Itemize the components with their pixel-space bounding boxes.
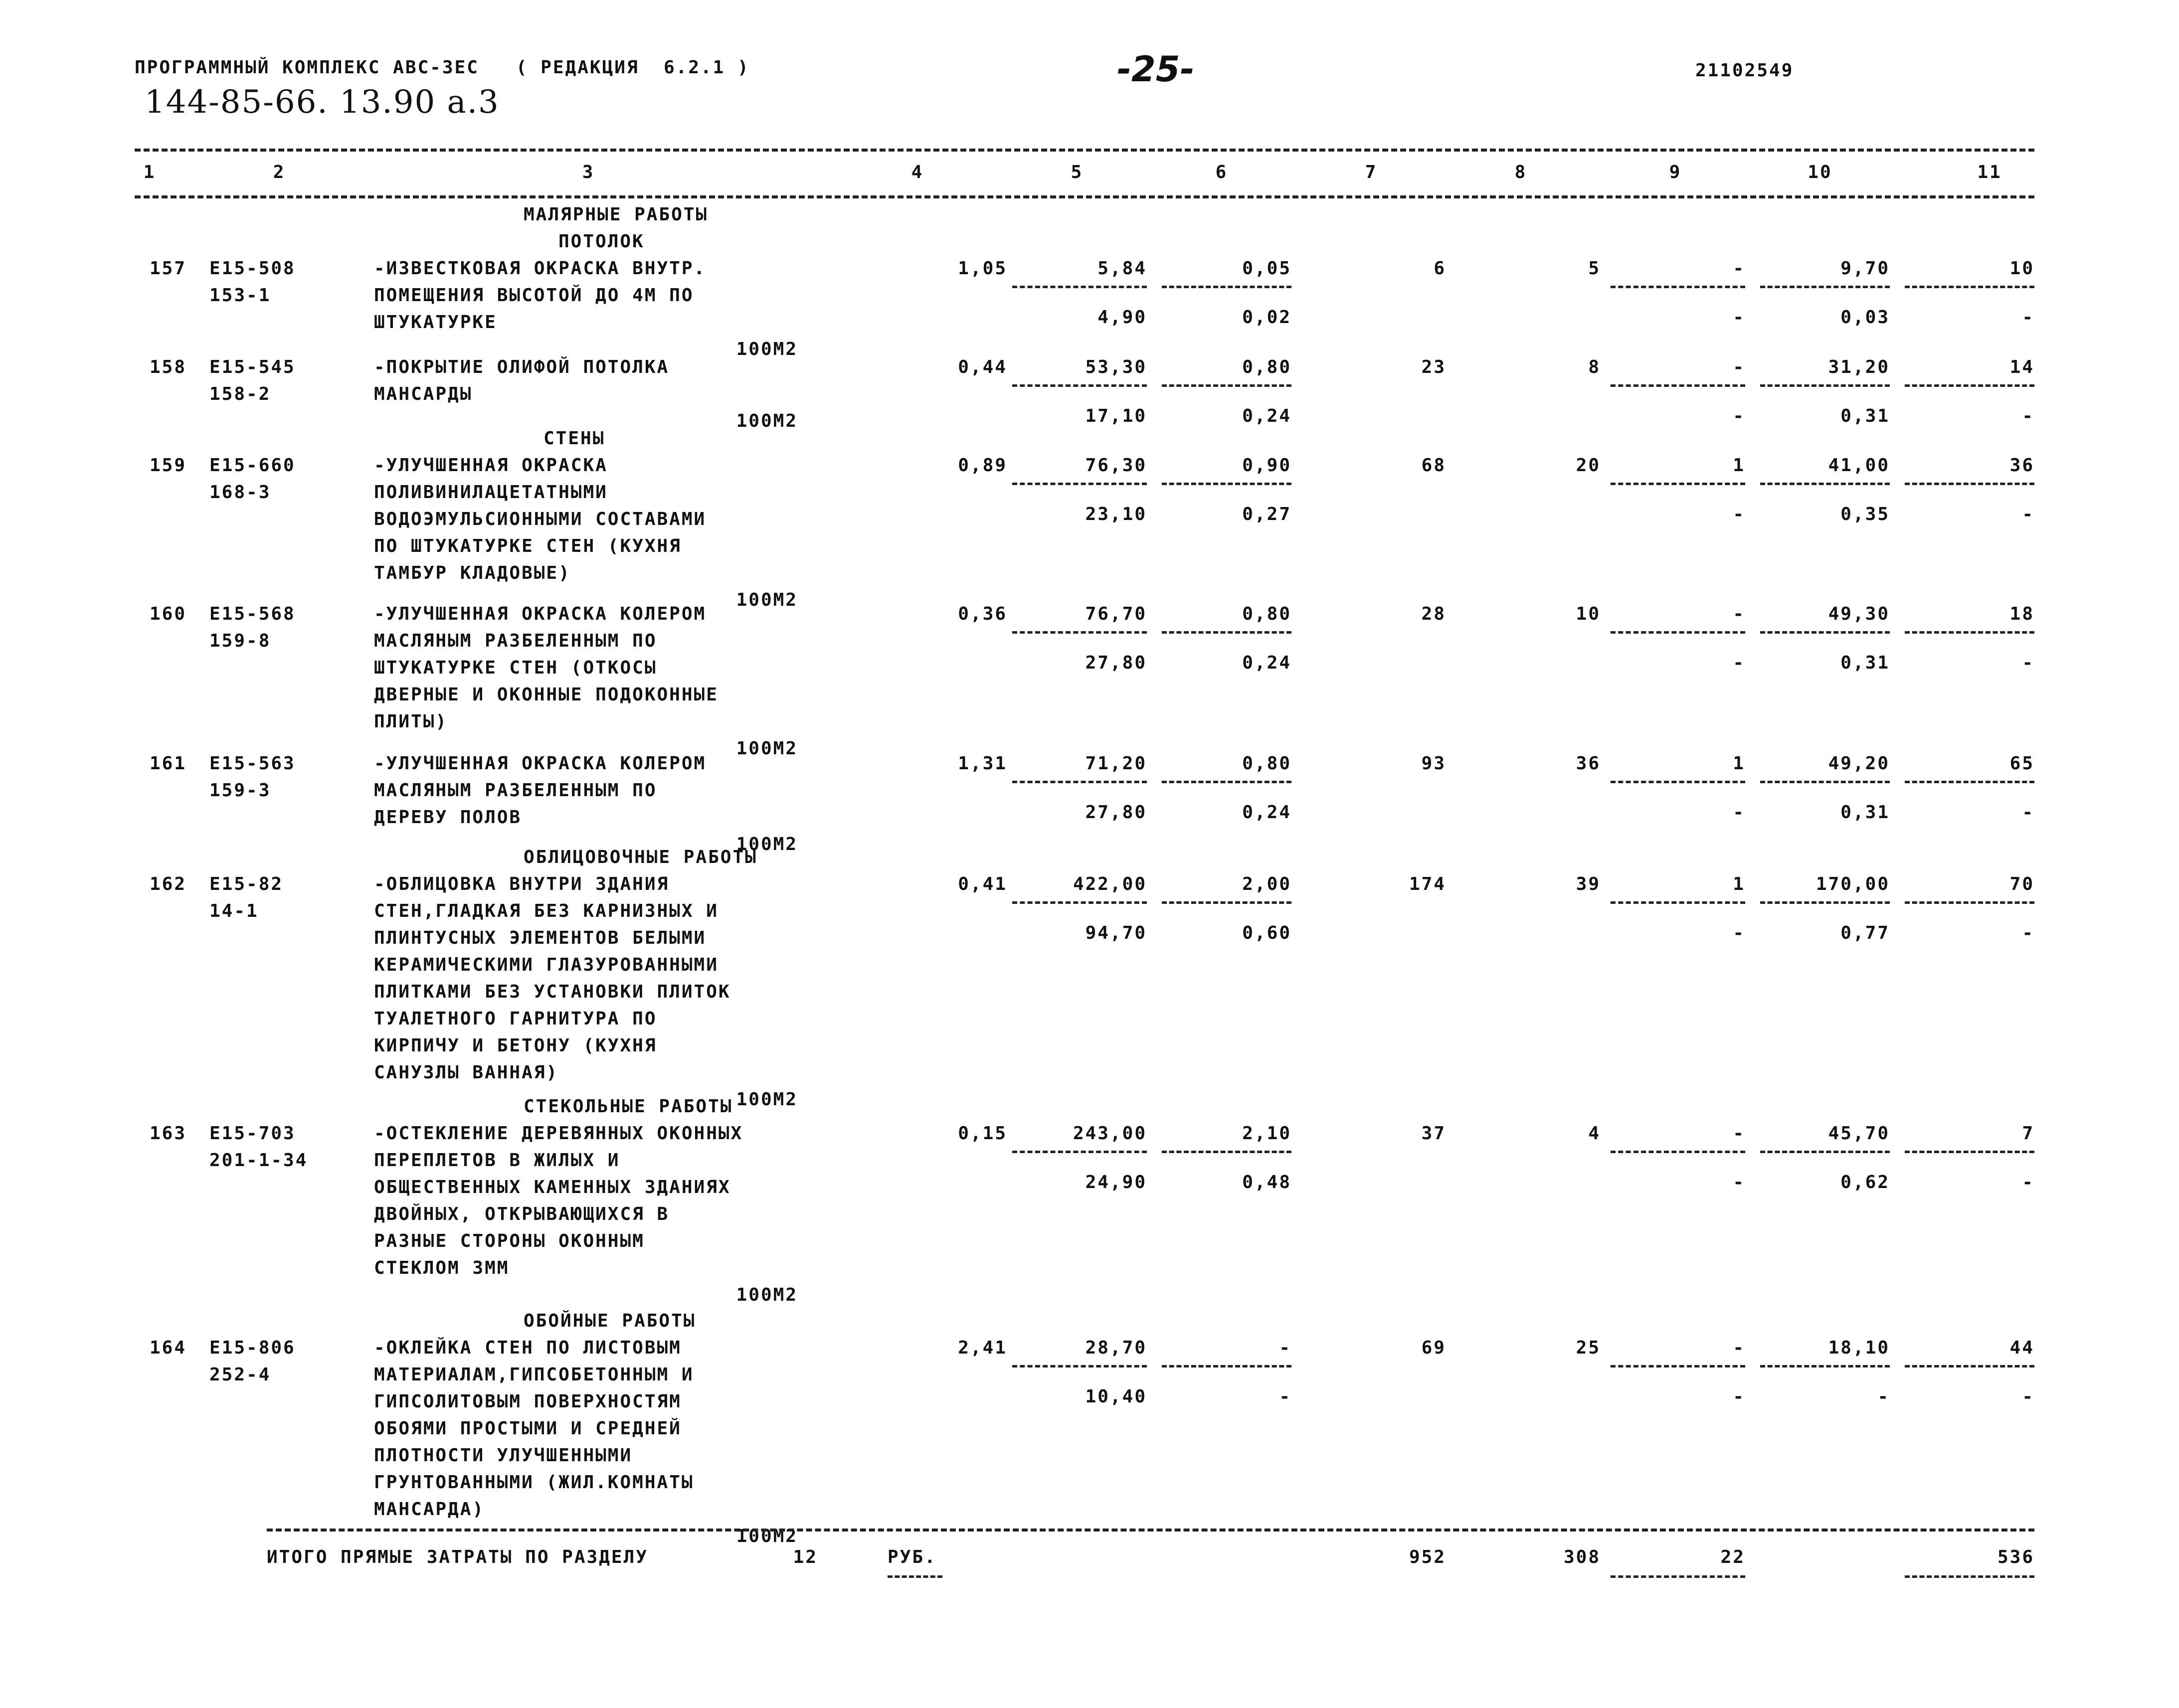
col11-separator-rule (1905, 781, 2034, 783)
row-col9-value: 1 (1733, 874, 1745, 894)
row-unit: 100М2 (736, 411, 798, 431)
row-number: 161 (150, 753, 187, 774)
row-col10-sub-value: 0,03 (1840, 307, 1890, 328)
row-col11-sub-value: - (2022, 653, 2034, 673)
column-header-6: 6 (1215, 162, 1228, 182)
document-code: 21102549 (1695, 60, 1794, 81)
total-col7-value: 952 (1409, 1547, 1446, 1567)
row-col10-value: 41,00 (1828, 455, 1890, 476)
row-number: 163 (150, 1123, 187, 1144)
row-col7-value: 174 (1409, 874, 1446, 894)
row-col6-value: 2,10 (1242, 1123, 1291, 1144)
row-col9-sub-value: - (1733, 1386, 1745, 1407)
row-description-line: ШТУКАТУРКЕ СТЕН (ОТКОСЫ (374, 658, 657, 678)
row-description-line: ПОМЕЩЕНИЯ ВЫСОТОЙ ДО 4М ПО (374, 285, 694, 306)
col9-separator-rule (1611, 483, 1745, 485)
row-col10-sub-value: 0,35 (1840, 504, 1890, 524)
row-col6-sub-value: - (1279, 1386, 1291, 1407)
column-header-2: 2 (273, 162, 286, 182)
column-header-5: 5 (1071, 162, 1084, 182)
col10-separator-rule (1760, 1365, 1890, 1367)
row-col10-sub-value: 0,31 (1840, 653, 1890, 673)
row-col7-value: 93 (1421, 753, 1446, 774)
row-description-line: ПЕРЕПЛЕТОВ В ЖИЛЫХ И (374, 1150, 620, 1171)
row-col6-sub-value: 0,60 (1242, 923, 1291, 943)
row-number: 160 (150, 604, 187, 624)
column-header-3: 3 (582, 162, 595, 182)
row-code: Е15-508 (209, 258, 296, 279)
row-col6-value: 0,80 (1242, 357, 1291, 377)
row-subcode: 158-2 (209, 384, 271, 404)
row-col8-value: 10 (1576, 604, 1601, 624)
row-col11-sub-value: - (2022, 923, 2034, 943)
row-col7-value: 37 (1421, 1123, 1446, 1144)
row-code: Е15-568 (209, 604, 296, 624)
row-unit: 100М2 (736, 590, 798, 610)
row-col8-value: 25 (1576, 1338, 1601, 1358)
col9-separator-rule (1611, 901, 1745, 904)
row-col9-sub-value: - (1733, 1172, 1745, 1193)
row-col4-value: 1,05 (958, 258, 1007, 279)
row-col9-sub-value: - (1733, 504, 1745, 524)
row-subcode: 159-3 (209, 780, 271, 801)
col10-separator-rule (1760, 1151, 1890, 1153)
col6-separator-rule (1162, 384, 1291, 387)
row-description-line: КИРПИЧУ И БЕТОНУ (КУХНЯ (374, 1035, 657, 1056)
row-col9-value: - (1733, 258, 1745, 279)
row-col6-value: 0,05 (1242, 258, 1291, 279)
col10-separator-rule (1760, 781, 1890, 783)
col9-separator-rule (1611, 384, 1745, 387)
handwritten-reference: 144-85-66. 13.90 а.3 (145, 84, 500, 121)
row-col5-value: 76,70 (1085, 604, 1147, 624)
row-col4-value: 1,31 (958, 753, 1007, 774)
row-subcode: 153-1 (209, 285, 271, 306)
row-col6-sub-value: 0,24 (1242, 802, 1291, 823)
row-col6-value: 0,80 (1242, 604, 1291, 624)
col6-separator-rule (1162, 901, 1291, 904)
row-col5-value: 5,84 (1097, 258, 1147, 279)
col11-separator-rule (1905, 631, 2034, 634)
row-col11-value: 36 (2009, 455, 2034, 476)
row-col4-value: 0,15 (958, 1123, 1007, 1144)
row-unit: 100М2 (736, 339, 798, 359)
section-heading-glazing: СТЕКОЛЬНЫЕ РАБОТЫ (524, 1096, 733, 1117)
row-col7-value: 68 (1421, 455, 1446, 476)
row-code: Е15-545 (209, 357, 296, 377)
row-col6-sub-value: 0,02 (1242, 307, 1291, 328)
row-col10-value: 49,20 (1828, 753, 1890, 774)
row-col4-value: 0,44 (958, 357, 1007, 377)
column-header-9: 9 (1669, 162, 1682, 182)
row-code: Е15-660 (209, 455, 296, 476)
row-col8-value: 39 (1576, 874, 1601, 894)
row-code: Е15-806 (209, 1338, 296, 1358)
row-col6-sub-value: 0,48 (1242, 1172, 1291, 1193)
row-description-line: МАНСАРДЫ (374, 384, 473, 404)
header-top-rule (135, 149, 2034, 152)
total-col9-value: 22 (1720, 1547, 1745, 1567)
row-col10-value: 9,70 (1840, 258, 1890, 279)
row-description-line: МАСЛЯНЫМ РАЗБЕЛЕННЫМ ПО (374, 631, 657, 651)
row-description-line: ОБЩЕСТВЕННЫХ КАМЕННЫХ ЗДАНИЯХ (374, 1177, 731, 1197)
row-col10-sub-value: 0,77 (1840, 923, 1890, 943)
row-description-line: ГРУНТОВАННЫМИ (ЖИЛ.КОМНАТЫ (374, 1472, 694, 1493)
total-col11-value: 536 (1997, 1547, 2034, 1567)
col6-separator-rule (1162, 286, 1291, 288)
row-col9-value: 1 (1733, 455, 1745, 476)
col6-separator-rule (1162, 483, 1291, 485)
row-unit: 100М2 (736, 1526, 798, 1546)
col5-separator-rule (1012, 384, 1147, 387)
row-col11-sub-value: - (2022, 802, 2034, 823)
section-heading-ceiling: ПОТОЛОК (558, 231, 645, 252)
row-col9-sub-value: - (1733, 923, 1745, 943)
row-subcode: 201-1-34 (209, 1150, 308, 1171)
col6-separator-rule (1162, 781, 1291, 783)
row-col5-value: 53,30 (1085, 357, 1147, 377)
row-col6-sub-value: 0,24 (1242, 406, 1291, 426)
row-description-line: САНУЗЛЫ ВАННАЯ) (374, 1062, 559, 1083)
row-col4-value: 0,36 (958, 604, 1007, 624)
row-number: 157 (150, 258, 187, 279)
row-number: 159 (150, 455, 187, 476)
row-description-line: -УЛУЧШЕННАЯ ОКРАСКА (374, 455, 608, 476)
row-description-line: ВОДОЭМУЛЬСИОННЫМИ СОСТАВАМИ (374, 509, 707, 529)
col11-separator-rule (1905, 1365, 2034, 1367)
section-heading-wallpaper: ОБОЙНЫЕ РАБОТЫ (524, 1311, 696, 1331)
col10-separator-rule (1760, 384, 1890, 387)
row-code: Е15-82 (209, 874, 284, 894)
row-description-line: ДВЕРНЫЕ И ОКОННЫЕ ПОДОКОННЫЕ (374, 684, 719, 705)
row-description-line: ТАМБУР КЛАДОВЫЕ) (374, 563, 571, 583)
row-col5-value: 28,70 (1085, 1338, 1147, 1358)
row-number: 162 (150, 874, 187, 894)
row-col10-sub-value: - (1877, 1386, 1890, 1407)
row-col10-value: 45,70 (1828, 1123, 1890, 1144)
total-label: ИТОГО ПРЯМЫЕ ЗАТРАТЫ ПО РАЗДЕЛУ (267, 1547, 648, 1567)
col9-separator-rule (1611, 286, 1745, 288)
column-header-4: 4 (911, 162, 924, 182)
row-description-line: -ОСТЕКЛЕНИЕ ДЕРЕВЯННЫХ ОКОННЫХ (374, 1123, 743, 1144)
row-col6-value: 0,90 (1242, 455, 1291, 476)
row-col9-sub-value: - (1733, 653, 1745, 673)
column-header-8: 8 (1514, 162, 1527, 182)
col5-separator-rule (1012, 286, 1147, 288)
row-description-line: СТЕН,ГЛАДКАЯ БЕЗ КАРНИЗНЫХ И (374, 901, 719, 921)
col5-separator-rule (1012, 483, 1147, 485)
row-description-line: -ПОКРЫТИЕ ОЛИФОЙ ПОТОЛКА (374, 357, 670, 377)
row-col5-value: 71,20 (1085, 753, 1147, 774)
row-col6-value: - (1279, 1338, 1291, 1358)
row-description-line: МАСЛЯНЫМ РАЗБЕЛЕННЫМ ПО (374, 780, 657, 801)
column-header-1: 1 (143, 162, 156, 182)
section-heading-walls: СТЕНЫ (544, 428, 605, 449)
row-col4-value: 0,41 (958, 874, 1007, 894)
total-top-rule (267, 1529, 2034, 1532)
page-number: -25- (1117, 49, 1195, 90)
row-subcode: 168-3 (209, 482, 271, 503)
row-col11-value: 7 (2022, 1123, 2034, 1144)
col6-separator-rule (1162, 1151, 1291, 1153)
col10-separator-rule (1760, 901, 1890, 904)
row-col11-value: 14 (2009, 357, 2034, 377)
col10-separator-rule (1760, 631, 1890, 634)
row-col8-value: 20 (1576, 455, 1601, 476)
row-col11-value: 44 (2009, 1338, 2034, 1358)
row-description-line: -ОБЛИЦОВКА ВНУТРИ ЗДАНИЯ (374, 874, 670, 894)
row-col6-sub-value: 0,24 (1242, 653, 1291, 673)
row-col6-value: 0,80 (1242, 753, 1291, 774)
row-description-line: -УЛУЧШЕННАЯ ОКРАСКА КОЛЕРОМ (374, 604, 707, 624)
col5-separator-rule (1012, 1365, 1147, 1367)
row-subcode: 159-8 (209, 631, 271, 651)
row-col8-value: 4 (1588, 1123, 1601, 1144)
row-col5-sub-value: 27,80 (1085, 802, 1147, 823)
row-col9-value: - (1733, 1123, 1745, 1144)
row-col9-value: - (1733, 604, 1745, 624)
row-col5-sub-value: 94,70 (1085, 923, 1147, 943)
row-col10-value: 170,00 (1816, 874, 1890, 894)
col11-separator-rule (1905, 286, 2034, 288)
row-col11-value: 10 (2009, 258, 2034, 279)
row-col10-sub-value: 0,62 (1840, 1172, 1890, 1193)
row-description-line: ДЕРЕВУ ПОЛОВ (374, 807, 522, 828)
row-col10-value: 18,10 (1828, 1338, 1890, 1358)
row-col9-value: - (1733, 1338, 1745, 1358)
row-description-line: КЕРАМИЧЕСКИМИ ГЛАЗУРОВАННЫМИ (374, 955, 719, 975)
row-description-line: ПЛИТКАМИ БЕЗ УСТАНОВКИ ПЛИТОК (374, 982, 731, 1002)
row-col11-sub-value: - (2022, 406, 2034, 426)
col9-separator-rule (1611, 781, 1745, 783)
row-description-line: -УЛУЧШЕННАЯ ОКРАСКА КОЛЕРОМ (374, 753, 707, 774)
row-col11-sub-value: - (2022, 307, 2034, 328)
col5-separator-rule (1012, 901, 1147, 904)
row-col4-value: 2,41 (958, 1338, 1007, 1358)
col9-separator-rule (1611, 1365, 1745, 1367)
col9-separator-rule (1611, 1151, 1745, 1153)
total-section-number: 12 (793, 1547, 818, 1567)
row-col7-value: 6 (1434, 258, 1446, 279)
row-col11-sub-value: - (2022, 1172, 2034, 1193)
row-description-line: ПЛИТЫ) (374, 711, 448, 732)
row-col11-sub-value: - (2022, 504, 2034, 524)
row-col8-value: 36 (1576, 753, 1601, 774)
row-col11-value: 65 (2009, 753, 2034, 774)
row-number: 164 (150, 1338, 187, 1358)
col10-separator-rule (1760, 286, 1890, 288)
header-bottom-rule (135, 195, 2034, 198)
row-col6-sub-value: 0,27 (1242, 504, 1291, 524)
row-subcode: 14-1 (209, 901, 259, 921)
row-col5-sub-value: 17,10 (1085, 406, 1147, 426)
row-col5-sub-value: 24,90 (1085, 1172, 1147, 1193)
row-description-line: ТУАЛЕТНОГО ГАРНИТУРА ПО (374, 1009, 657, 1029)
row-col8-value: 5 (1588, 258, 1601, 279)
column-header-7: 7 (1365, 162, 1378, 182)
row-col5-sub-value: 4,90 (1097, 307, 1147, 328)
row-col9-value: - (1733, 357, 1745, 377)
row-description-line: РАЗНЫЕ СТОРОНЫ ОКОННЫМ (374, 1231, 645, 1251)
row-col7-value: 23 (1421, 357, 1446, 377)
row-number: 158 (150, 357, 187, 377)
row-description-line: -ОКЛЕЙКА СТЕН ПО ЛИСТОВЫМ (374, 1338, 682, 1358)
row-col11-value: 18 (2009, 604, 2034, 624)
row-col8-value: 8 (1588, 357, 1601, 377)
row-col7-value: 69 (1421, 1338, 1446, 1358)
col5-separator-rule (1012, 631, 1147, 634)
total-col8-value: 308 (1563, 1547, 1601, 1567)
row-unit: 100М2 (736, 834, 798, 854)
row-col6-value: 2,00 (1242, 874, 1291, 894)
row-unit: 100М2 (736, 1089, 798, 1110)
total-currency: РУБ. (888, 1547, 937, 1567)
currency-underline-rule (888, 1575, 942, 1578)
row-col10-sub-value: 0,31 (1840, 802, 1890, 823)
row-description-line: ПЛОТНОСТИ УЛУЧШЕННЫМИ (374, 1445, 633, 1466)
col5-separator-rule (1012, 781, 1147, 783)
row-description-line: ДВОЙНЫХ, ОТКРЫВАЮЩИХСЯ В (374, 1204, 670, 1224)
row-unit: 100М2 (736, 1285, 798, 1305)
row-description-line: ПЛИНТУСНЫХ ЭЛЕМЕНТОВ БЕЛЫМИ (374, 928, 707, 948)
col11-separator-rule (1905, 901, 2034, 904)
row-col7-value: 28 (1421, 604, 1446, 624)
row-col5-value: 422,00 (1073, 874, 1147, 894)
row-description-line: МАТЕРИАЛАМ,ГИПСОБЕТОННЫМ И (374, 1365, 694, 1385)
row-col5-value: 243,00 (1073, 1123, 1147, 1144)
row-description-line: МАНСАРДА) (374, 1499, 485, 1520)
row-description-line: ПОЛИВИНИЛАЦЕТАТНЫМИ (374, 482, 608, 503)
row-col9-sub-value: - (1733, 406, 1745, 426)
row-col9-value: 1 (1733, 753, 1745, 774)
row-col5-sub-value: 10,40 (1085, 1386, 1147, 1407)
total-col9-underline-rule (1611, 1575, 1745, 1578)
col11-separator-rule (1905, 483, 2034, 485)
row-description-line: ОБОЯМИ ПРОСТЫМИ И СРЕДНЕЙ (374, 1418, 682, 1439)
row-unit: 100М2 (736, 738, 798, 759)
col9-separator-rule (1611, 631, 1745, 634)
row-col10-value: 31,20 (1828, 357, 1890, 377)
row-col5-sub-value: 23,10 (1085, 504, 1147, 524)
row-subcode: 252-4 (209, 1365, 271, 1385)
section-heading-facing: ОБЛИЦОВОЧНЫЕ РАБОТЫ (524, 847, 757, 867)
row-col9-sub-value: - (1733, 307, 1745, 328)
program-header: ПРОГРАММНЫЙ КОМПЛЕКС АВС-3ЕС ( РЕДАКЦИЯ 6.2.1 ) (135, 57, 750, 78)
row-col9-sub-value: - (1733, 802, 1745, 823)
row-description-line: -ИЗВЕСТКОВАЯ ОКРАСКА ВНУТР. (374, 258, 707, 279)
row-description-line: ГИПСОЛИТОВЫМ ПОВЕРХНОСТЯМ (374, 1391, 682, 1412)
col5-separator-rule (1012, 1151, 1147, 1153)
column-header-10: 10 (1808, 162, 1832, 182)
row-col5-value: 76,30 (1085, 455, 1147, 476)
row-col4-value: 0,89 (958, 455, 1007, 476)
row-code: Е15-703 (209, 1123, 296, 1144)
row-col10-value: 49,30 (1828, 604, 1890, 624)
row-description-line: СТЕКЛОМ 3ММ (374, 1258, 510, 1278)
column-header-11: 11 (1977, 162, 2002, 182)
row-description-line: ШТУКАТУРКЕ (374, 312, 497, 333)
col11-separator-rule (1905, 1151, 2034, 1153)
row-col11-sub-value: - (2022, 1386, 2034, 1407)
row-code: Е15-563 (209, 753, 296, 774)
col6-separator-rule (1162, 1365, 1291, 1367)
row-col5-sub-value: 27,80 (1085, 653, 1147, 673)
row-col11-value: 70 (2009, 874, 2034, 894)
col11-separator-rule (1905, 384, 2034, 387)
section-heading-painting: МАЛЯРНЫЕ РАБОТЫ (524, 204, 709, 225)
col6-separator-rule (1162, 631, 1291, 634)
row-col10-sub-value: 0,31 (1840, 406, 1890, 426)
col10-separator-rule (1760, 483, 1890, 485)
total-col11-underline-rule (1905, 1575, 2034, 1578)
row-description-line: ПО ШТУКАТУРКЕ СТЕН (КУХНЯ (374, 536, 682, 556)
